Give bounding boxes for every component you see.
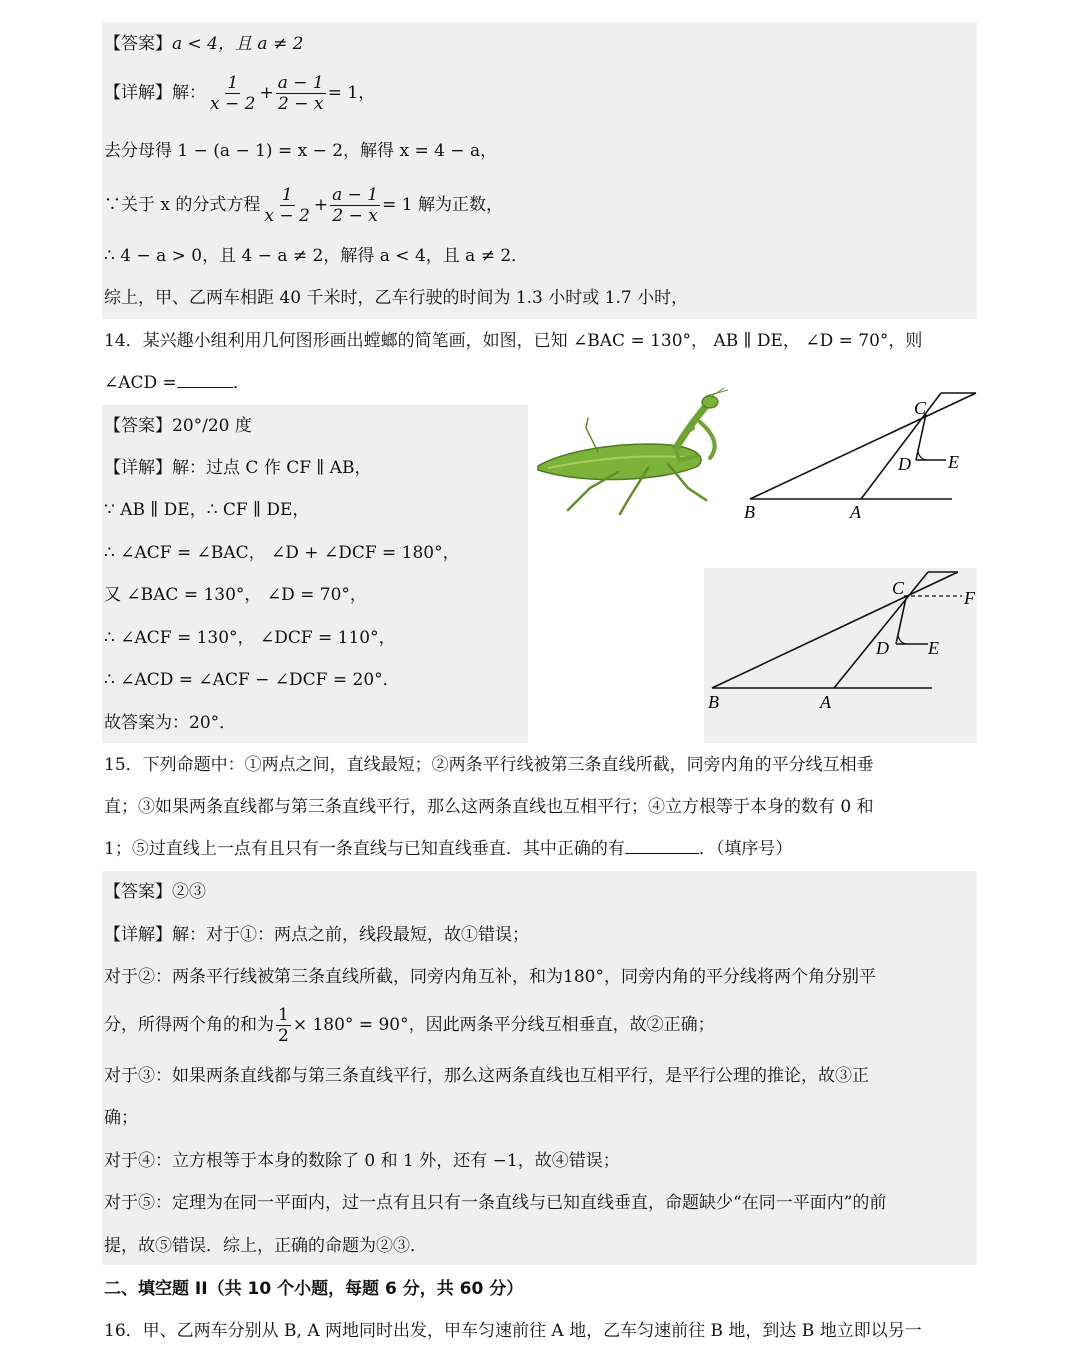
geometry-figure-2 xyxy=(704,568,977,718)
line-bc xyxy=(712,572,958,688)
line-ac xyxy=(834,572,928,688)
q14-detail-5: ∴ ∠ACF = 130°， ∠DCF = 110°， xyxy=(104,628,396,648)
q15-detail-7: 对于⑤：定理为在同一平面内，过一点有且只有一条直线与已知直线垂直，命题缺少“在同一平面内”的前 xyxy=(104,1193,887,1213)
q14-detail-3: ∴ ∠ACF = ∠BAC， ∠D + ∠DCF = 180°， xyxy=(104,543,460,563)
label-e: E xyxy=(948,452,959,472)
q14-detail-7: 故答案为：20°． xyxy=(104,713,237,733)
q14-stem-line1: 14．某兴趣小组利用几何图形画出螳螂的简笔画，如图，已知 ∠BAC = 130°， AB ∥ DE， ∠D = 70°，则 xyxy=(104,331,923,351)
line-bc xyxy=(750,393,976,499)
q15-detail-1: 【详解】解：对于①：两点之前，线段最短，故①错误； xyxy=(104,925,529,945)
label-d: D xyxy=(876,638,889,658)
q15-detail-6: 对于④：立方根等于本身的数除了 0 和 1 外，还有 −1，故④错误； xyxy=(104,1151,620,1171)
q14-detail-2: ∵ AB ∥ DE，∴ CF ∥ DE， xyxy=(104,500,310,520)
angle-mark xyxy=(918,450,926,460)
q13-detail-eq: 【详解】 解： $\frac{1}{x - 2}$ + $\frac{a - 1}{2 - x}$ = 1， xyxy=(104,72,376,114)
line-ac xyxy=(861,393,941,499)
label-e: E xyxy=(928,638,939,658)
q13-step1: 去分母得 1 − (a − 1) = x − 2，解得 x = 4 − a， xyxy=(104,141,498,161)
fraction: $\frac{a - 1}{2 - x}$ xyxy=(277,72,324,114)
q15-stem-line1: 15．下列命题中：①两点之间，直线最短；②两条平行线被第三条直线所截，同旁内角的平分线互相垂 xyxy=(104,755,874,775)
fraction: $\frac{1}{2}$ xyxy=(278,1004,289,1046)
label-b: B xyxy=(744,502,755,520)
label-b: B xyxy=(708,692,719,712)
fraction: $\frac{1}{x - 2}$ xyxy=(264,184,310,226)
q14-stem-line2: ∠ACD = ． xyxy=(104,373,250,393)
label-c: C xyxy=(914,398,927,418)
q15-stem-line3: 1；⑤过直线上一点有且只有一条直线与已知直线垂直．其中正确的有 ．（填序号） xyxy=(104,839,793,859)
label-f: F xyxy=(964,588,975,608)
q14-detail-6: ∴ ∠ACD = ∠ACF − ∠DCF = 20°． xyxy=(104,670,400,690)
q14-answer: 【答案】20°/20 度 xyxy=(104,416,252,436)
label-a: A xyxy=(820,692,831,712)
q14-detail-4: 又 ∠BAC = 130°， ∠D = 70°， xyxy=(104,585,367,605)
mantis-illustration xyxy=(528,388,738,520)
q13-answer-block xyxy=(102,22,977,319)
answer-blank xyxy=(177,371,233,388)
q13-step3: ∴ 4 − a > 0，且 4 − a ≠ 2，解得 a < 4，且 a ≠ 2． xyxy=(104,246,529,266)
geometry-figure-1 xyxy=(740,388,980,520)
q15-detail-3: 分，所得两个角的和为 $\frac{1}{2}$ × 180° = 90°，因此两条平分线互相垂直，故②正确； xyxy=(104,1004,715,1046)
fraction: $\frac{1}{x - 2}$ xyxy=(210,72,256,114)
section-heading: 二、填空题 II（共 10 个小题，每题 6 分，共 60 分） xyxy=(104,1279,524,1299)
fraction: $\frac{a - 1}{2 - x}$ xyxy=(332,184,379,226)
q15-answer: 【答案】②③ xyxy=(104,882,206,902)
label-d: D xyxy=(898,454,911,474)
label-a: A xyxy=(850,502,861,520)
q13-answer: 【答案】a < 4，且 a ≠ 2 xyxy=(104,34,304,54)
q13-step2: ∵关于 x 的分式方程 $\frac{1}{x - 2}$ + $\frac{a - 1}{2 - x}$ = 1 解为正数， xyxy=(104,184,504,226)
q15-detail-5: 确； xyxy=(104,1108,138,1128)
angle-mark xyxy=(898,634,906,644)
q15-detail-8: 提，故⑤错误．综上，正确的命题为②③． xyxy=(104,1236,427,1256)
q15-detail-2: 对于②：两条平行线被第三条直线所截，同旁内角互补，和为180°，同旁内角的平分线将两个角分别平 xyxy=(104,967,876,987)
q15-detail-4: 对于③：如果两条直线都与第三条直线平行，那么这两条直线也互相平行，是平行公理的推论，故③正 xyxy=(104,1066,869,1086)
q16-stem-line1: 16．甲、乙两车分别从 B, A 两地同时出发，甲车匀速前往 A 地，乙车匀速前往 B 地，到达 B 地立即以另一 xyxy=(104,1321,922,1341)
answer-blank xyxy=(625,837,699,854)
q14-detail-1: 【详解】解：过点 C 作 CF ∥ AB， xyxy=(104,458,372,478)
label-c: C xyxy=(892,578,905,598)
q15-stem-line2: 直；③如果两条直线都与第三条直线平行，那么这两条直线也互相平行；④立方根等于本身的数有 0 和 xyxy=(104,797,874,817)
q13-step4: 综上，甲、乙两车相距 40 千米时，乙车行驶的时间为 1.3 小时或 1.7 小时， xyxy=(104,288,689,308)
